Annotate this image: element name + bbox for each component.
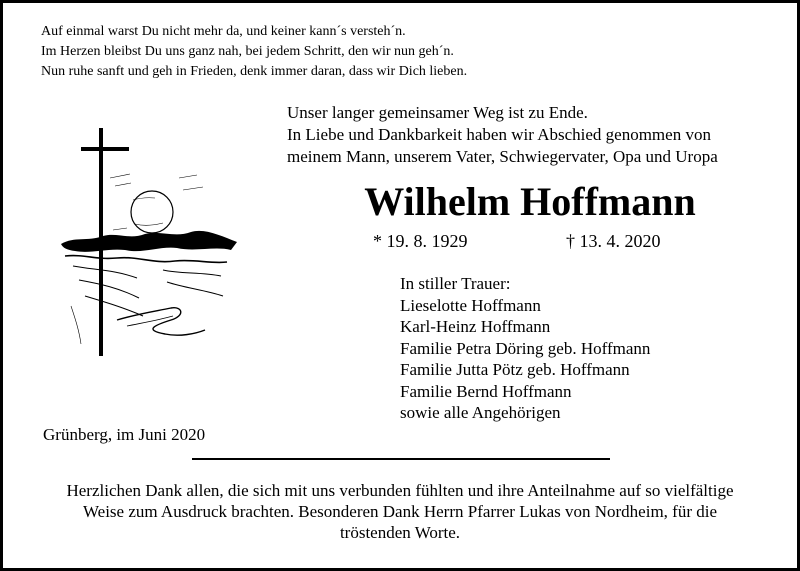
mourner-name: sowie alle Angehörigen xyxy=(400,403,561,422)
poem-line: Nun ruhe sanft und geh in Frieden, denk immer daran, dass wir Dich lieben. xyxy=(41,64,468,79)
deceased-name: Wilhelm Hoffmann xyxy=(364,179,696,224)
birth-date: * 19. 8. 1929 xyxy=(373,231,468,251)
poem xyxy=(41,22,467,82)
mourner-name: Familie Bernd Hoffmann xyxy=(400,381,572,401)
place-date: Grünberg, im Juni 2020 xyxy=(43,425,206,444)
cross-sunset-landscape-icon xyxy=(55,120,245,365)
thanks-line: Weise zum Ausdruck brachten. Besonderen Dank Herrn Pfarrer Lukas von Nordheim, für die xyxy=(82,502,718,521)
intro-line: meinem Mann, unserem Vater, Schwiegervater, Opa und Uropa xyxy=(287,147,718,166)
mourner-name: Karl-Heinz Hoffmann xyxy=(400,317,551,336)
divider xyxy=(192,458,610,460)
mourner-name: Familie Jutta Pötz geb. Hoffmann xyxy=(400,360,630,379)
mourners-heading: In stiller Trauer: xyxy=(400,274,511,293)
death-date: † 13. 4. 2020 xyxy=(566,231,661,251)
intro-text xyxy=(287,102,718,168)
mourner-name: Familie Petra Döring geb. Hoffmann xyxy=(400,338,651,358)
intro-line: Unser langer gemeinsamer Weg ist zu Ende. xyxy=(287,103,588,122)
poem-line: Im Herzen bleibst Du uns ganz nah, bei jedem Schritt, den wir nun geh´n. xyxy=(41,44,454,59)
intro-line: In Liebe und Dankbarkeit haben wir Abschied genommen von xyxy=(287,125,711,144)
mourner-name: Lieselotte Hoffmann xyxy=(400,295,541,315)
mourners-list xyxy=(400,273,650,424)
thanks-text xyxy=(0,480,800,543)
thanks-line: tröstenden Worte. xyxy=(339,523,461,542)
poem-line: Auf einmal warst Du nicht mehr da, und keiner kann´s versteh´n. xyxy=(41,24,406,39)
thanks-line: Herzlichen Dank allen, die sich mit uns verbunden fühlten und ihre Anteilnahme auf so vielfältige xyxy=(66,481,734,500)
